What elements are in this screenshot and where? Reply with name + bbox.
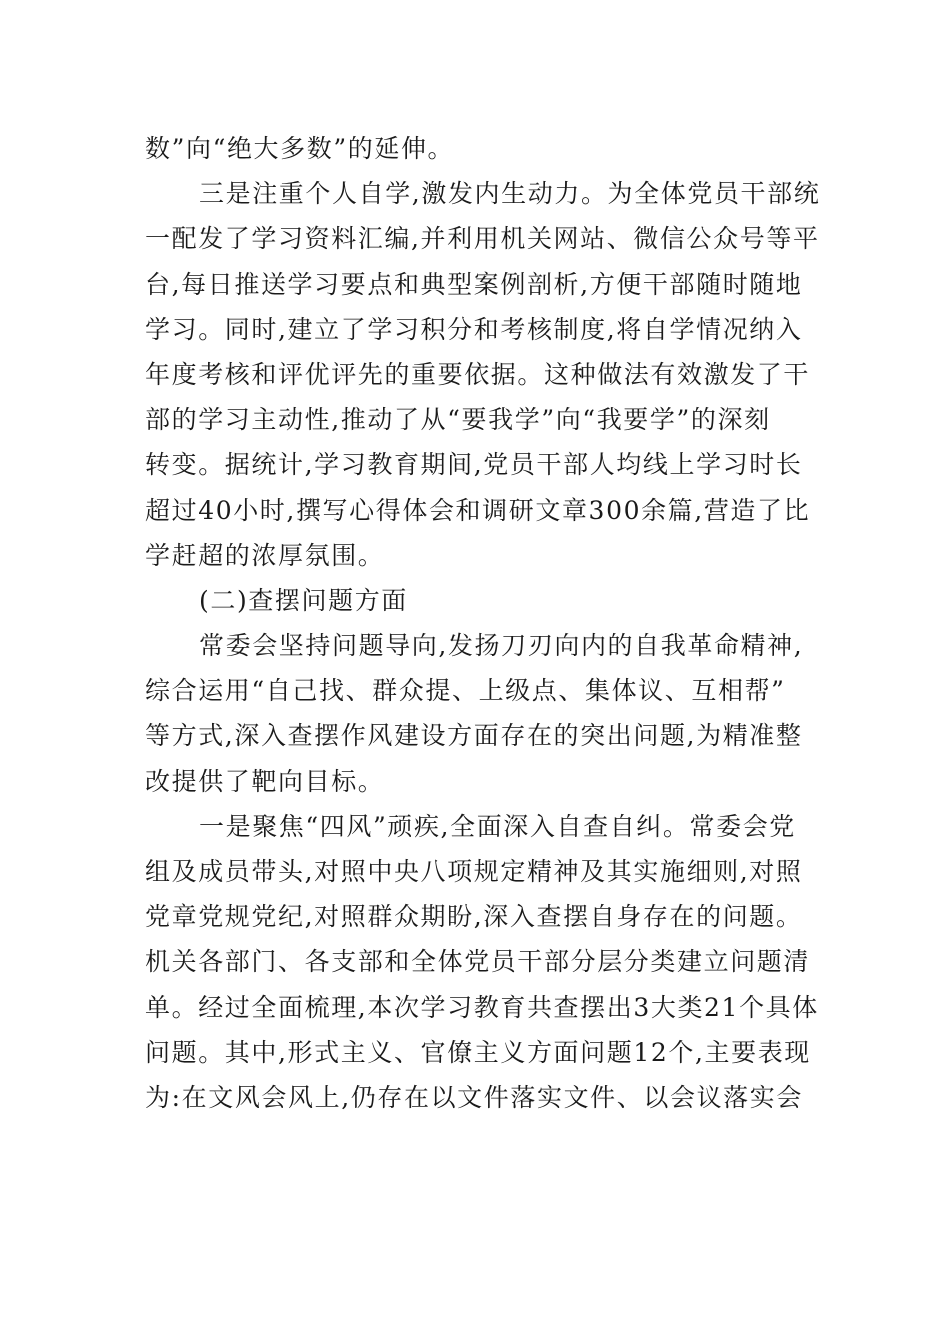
text-line: 党章党规党纪,对照群众期盼,深入查摆自身存在的问题。 [145, 902, 803, 932]
text-line: 年度考核和评优评先的重要依据。这种做法有效激发了干 [145, 359, 811, 389]
text-line: 一是聚焦“四风”顽疾,全面深入自查自纠。常委会党 [199, 811, 796, 841]
text-line: 单。经过全面梳理,本次学习教育共查摆出3大类21个具体 [145, 992, 819, 1022]
text-line: 数”向“绝大多数”的延伸。 [145, 134, 455, 163]
section-heading: (二)查摆问题方面 [199, 585, 408, 615]
text-line: 等方式,深入查摆作风建设方面存在的突出问题,为精准整 [145, 721, 803, 751]
text-line: 一配发了学习资料汇编,并利用机关网站、微信公众号等平 [145, 224, 820, 254]
text-line: 组及成员带头,对照中央八项规定精神及其实施细则,对照 [145, 857, 803, 886]
text-line: 学习。同时,建立了学习积分和考核制度,将自学情况纳入 [145, 314, 803, 344]
text-line: 部的学习主动性,推动了从“要我学”向“我要学”的深刻 [145, 405, 771, 435]
text-line: 机关各部门、各支部和全体党员干部分层分类建立问题清 [145, 947, 811, 977]
text-line: 三是注重个人自学,激发内生动力。为全体党员干部统 [199, 179, 821, 209]
text-line: 转变。据统计,学习教育期间,党员干部人均线上学习时长 [145, 450, 803, 480]
text-line: 超过40小时,撰写心得体会和调研文章300余篇,营造了比 [145, 495, 811, 525]
text-line: 改提供了靶向目标。 [145, 766, 385, 796]
text-line: 学赶超的浓厚氛围。 [145, 540, 385, 570]
text-line: 常委会坚持问题导向,发扬刀刃向内的自我革命精神, [199, 631, 804, 661]
text-line: 问题。其中,形式主义、官僚主义方面问题12个,主要表现 [145, 1037, 811, 1067]
text-line: 综合运用“自己找、群众提、上级点、集体议、互相帮” [145, 676, 786, 706]
text-line: 为:在文风会风上,仍存在以文件落实文件、以会议落实会 [145, 1082, 803, 1112]
text-line: 台,每日推送学习要点和典型案例剖析,方便干部随时随地 [145, 269, 803, 299]
body-text [145, 126, 821, 1120]
